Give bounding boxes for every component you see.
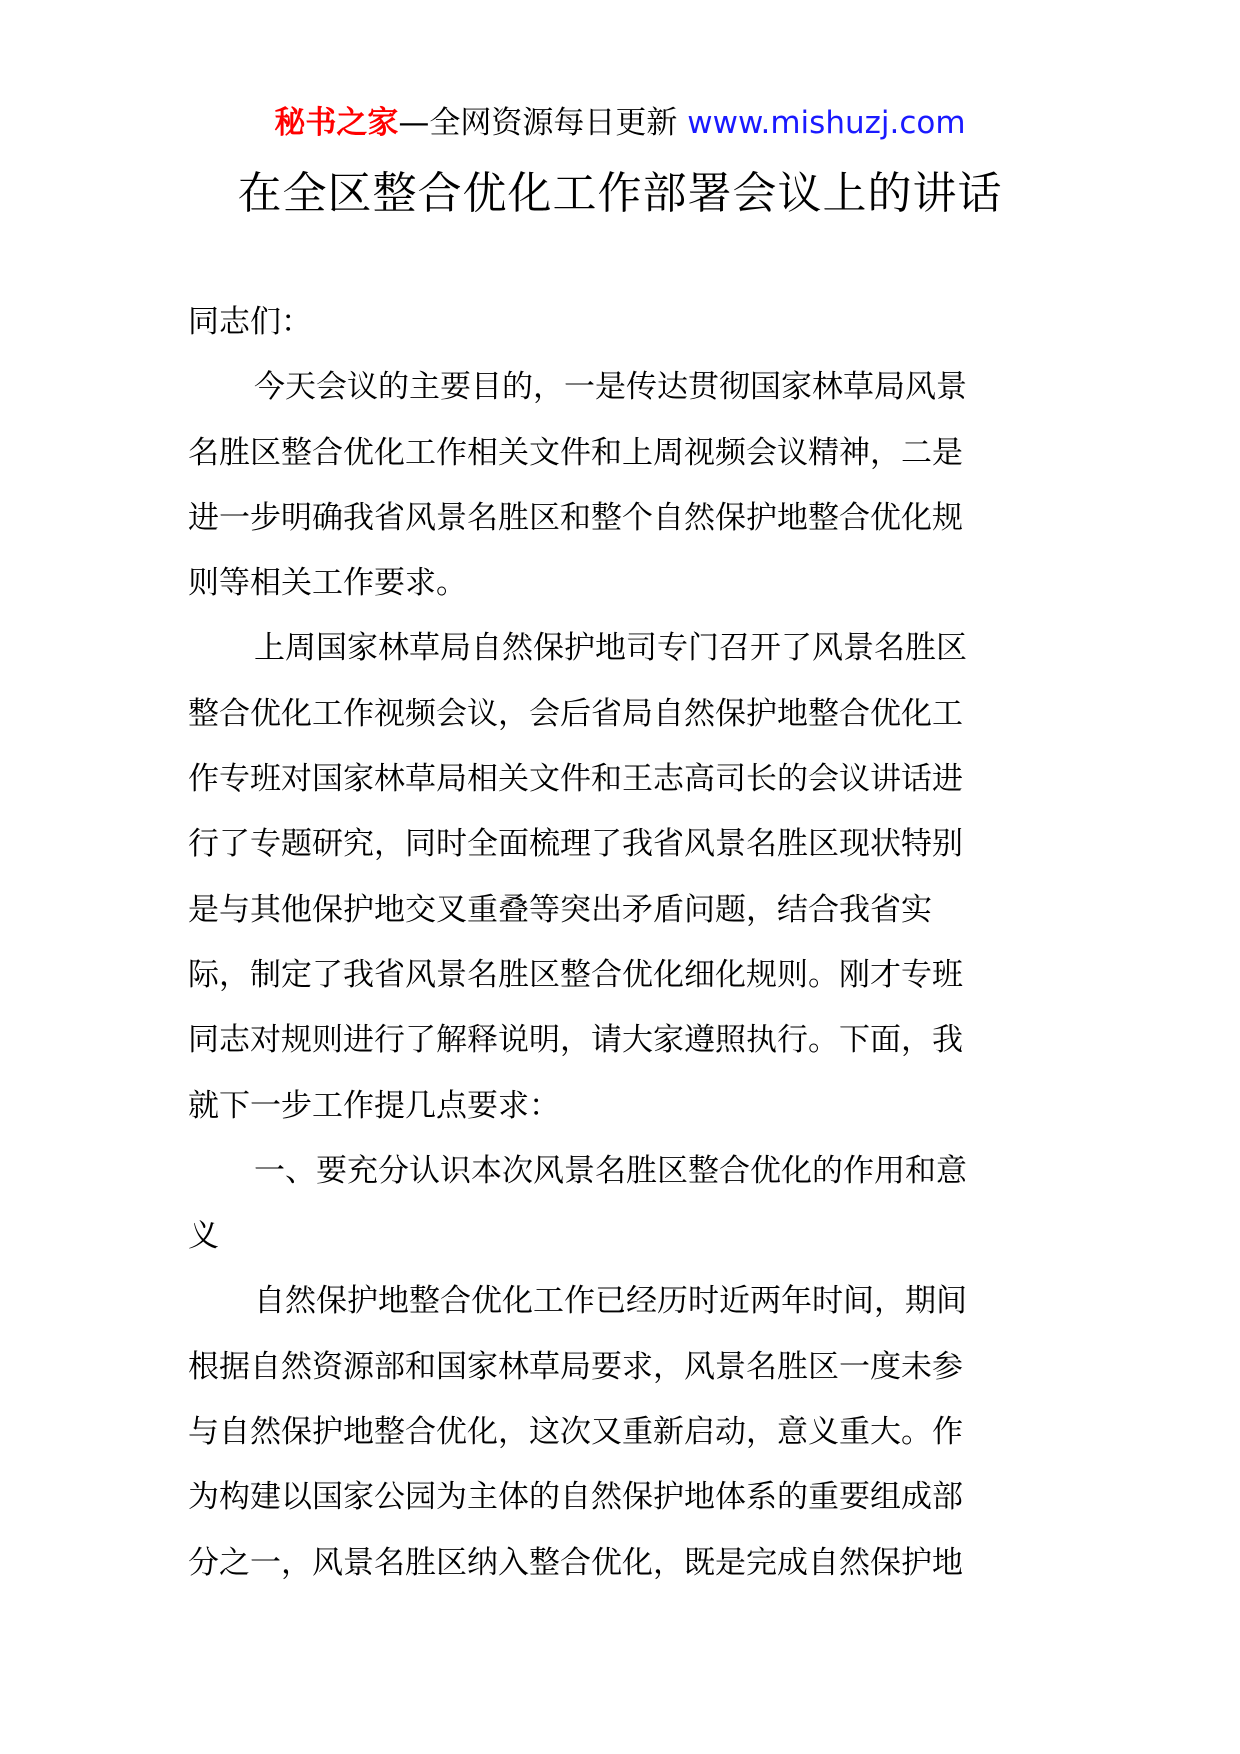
paragraph-line: 名胜区整合优化工作相关文件和上周视频会议精神，二是 [188, 434, 963, 471]
paragraph-line: 则等相关工作要求。 [188, 565, 467, 602]
paragraph-line: 根据自然资源部和国家林草局要求，风景名胜区一度未参 [188, 1348, 963, 1385]
paragraph-line: 进一步明确我省风景名胜区和整个自然保护地整合优化规 [188, 499, 963, 536]
site-brand: 秘书之家 [274, 105, 399, 141]
paragraph-line: 分之一，风景名胜区纳入整合优化，既是完成自然保护地 [188, 1544, 963, 1581]
document-title: 在全区整合优化工作部署会议上的讲话 [237, 168, 1003, 219]
paragraph-line: 是与其他保护地交叉重叠等突出矛盾问题，结合我省实 [188, 891, 932, 928]
paragraph-line: 为构建以国家公园为主体的自然保护地体系的重要组成部 [188, 1479, 963, 1516]
document-body [188, 290, 1064, 1596]
site-tagline: —全网资源每日更新 [398, 105, 688, 141]
paragraph-line: 同志对规则进行了解释说明，请大家遵照执行。下面，我 [188, 1022, 963, 1059]
paragraph-line: 上周国家林草局自然保护地司专门召开了风景名胜区 [254, 630, 967, 667]
paragraph-line: 行了专题研究，同时全面梳理了我省风景名胜区现状特别 [188, 826, 963, 863]
section-heading-line: 一、要充分认识本次风景名胜区整合优化的作用和意 [254, 1152, 967, 1189]
site-header [0, 100, 1240, 146]
paragraph-line: 作专班对国家林草局相关文件和王志高司长的会议讲话进 [188, 761, 963, 798]
paragraph-line: 自然保护地整合优化工作已经历时近两年时间，期间 [254, 1283, 967, 1320]
section-heading-line: 义 [188, 1218, 219, 1255]
paragraph-line: 就下一步工作提几点要求： [188, 1087, 560, 1124]
site-url-link[interactable]: www.mishuzj.com [687, 105, 966, 141]
paragraph-line: 与自然保护地整合优化，这次又重新启动，意义重大。作 [188, 1414, 963, 1451]
paragraph-line: 际，制定了我省风景名胜区整合优化细化规则。刚才专班 [188, 956, 963, 993]
paragraph-line: 整合优化工作视频会议，会后省局自然保护地整合优化工 [188, 695, 963, 732]
paragraph-line: 今天会议的主要目的，一是传达贯彻国家林草局风景 [254, 369, 967, 406]
salutation-line: 同志们： [188, 304, 312, 340]
